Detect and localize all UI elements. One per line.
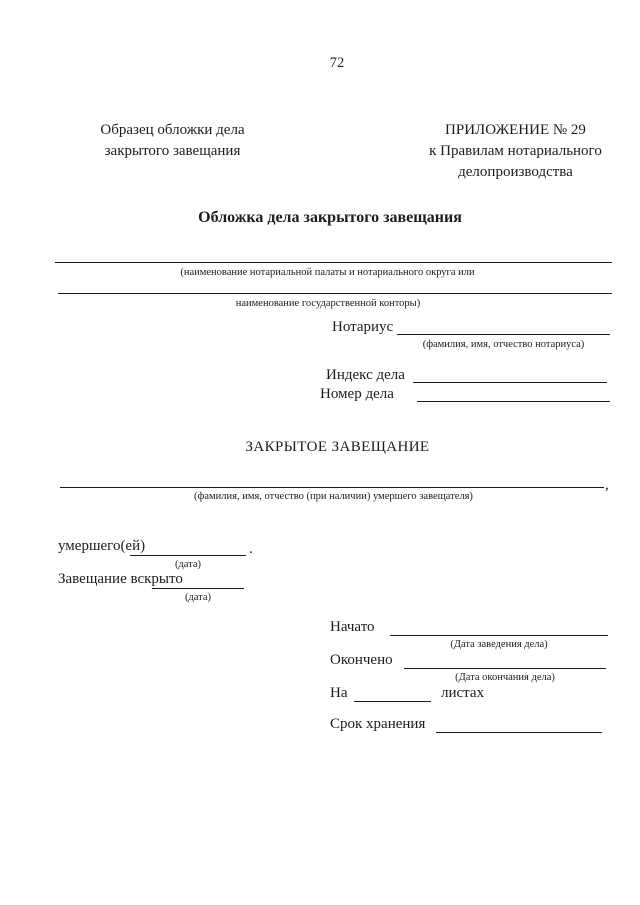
org-name-caption-1: (наименование нотариальной палаты и нотариального округа или	[180, 267, 475, 278]
deceased-label: умершего(ей)	[58, 538, 146, 554]
org-name-caption-2: наименование государственной конторы)	[235, 298, 421, 309]
header-sample-caption	[75, 120, 270, 162]
testator-caption: (фамилия, имя, отчество (при наличии) умершего завещателя)	[194, 491, 473, 502]
header-appendix-line2: к Правилам нотариального	[429, 143, 602, 159]
testator-name-blank	[60, 487, 604, 488]
case-number-label: Номер дела	[320, 386, 394, 402]
started-date-blank	[390, 635, 608, 636]
header-appendix-line3: делопроизводства	[458, 164, 573, 180]
sheets-count-blank	[354, 701, 431, 702]
page-number: 72	[329, 55, 345, 71]
retention-blank	[436, 732, 602, 733]
section-title: ЗАКРЫТОЕ ЗАВЕЩАНИЕ	[245, 439, 430, 455]
sheets-label-suffix: листах	[441, 685, 485, 701]
sheets-label-prefix: На	[330, 685, 348, 701]
will-opened-date-caption: (дата)	[184, 592, 212, 603]
header-appendix	[413, 120, 618, 183]
deceased-date-blank	[130, 555, 246, 556]
finished-date-blank	[404, 668, 606, 669]
started-caption: (Дата заведения дела)	[450, 639, 548, 650]
will-opened-label: Завещание вскрыто	[58, 571, 183, 587]
header-sample-line2: закрытого завещания	[104, 143, 241, 159]
will-opened-date-blank	[152, 588, 244, 589]
retention-label: Срок хранения	[330, 716, 426, 732]
case-index-blank	[413, 382, 607, 383]
finished-label: Окончено	[330, 652, 393, 668]
case-index-label: Индекс дела	[326, 367, 405, 383]
org-name-blank-1	[55, 262, 612, 263]
testator-trailing-comma: ,	[605, 477, 609, 493]
finished-caption: (Дата окончания дела)	[455, 672, 555, 683]
header-appendix-line1: ПРИЛОЖЕНИЕ № 29	[445, 122, 586, 138]
header-sample-line1: Образец обложки дела	[100, 122, 245, 138]
deceased-date-caption: (дата)	[174, 559, 202, 570]
notary-name-blank	[397, 334, 610, 335]
deceased-trailing-period: .	[249, 541, 253, 557]
notary-label: Нотариус	[332, 319, 394, 335]
notary-caption: (фамилия, имя, отчество нотариуса)	[422, 339, 585, 350]
started-label: Начато	[330, 619, 375, 635]
org-name-blank-2	[58, 293, 612, 294]
case-number-blank	[417, 401, 610, 402]
document-title: Обложка дела закрытого завещания	[198, 209, 462, 226]
